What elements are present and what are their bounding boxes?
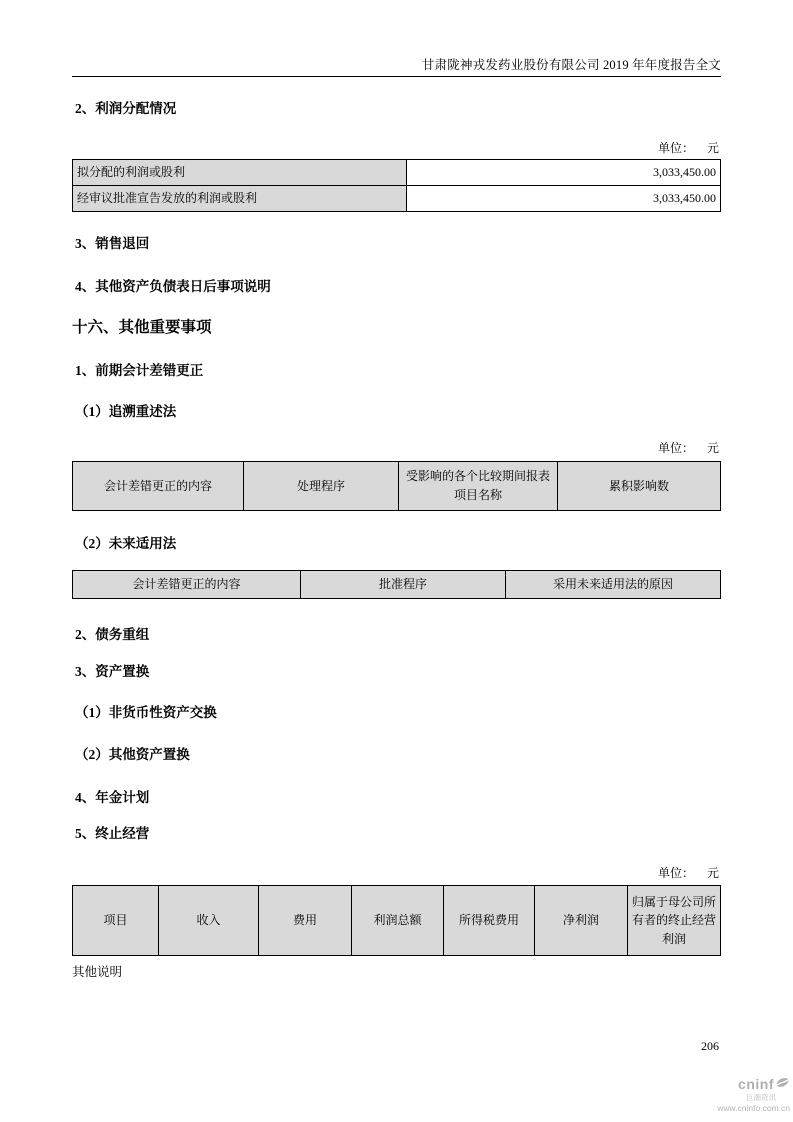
profit-distribution-table xyxy=(72,159,721,212)
heading-non-monetary-exchange: （1）非货币性资产交换 xyxy=(75,705,217,720)
heading-other-important-matters: 十六、其他重要事项 xyxy=(72,319,212,336)
table-header-cell: 处理程序 xyxy=(244,462,399,511)
table-header-cell: 项目 xyxy=(73,886,159,956)
table-header-row xyxy=(73,886,721,956)
table-header-cell: 费用 xyxy=(259,886,352,956)
unit-value-text: 元 xyxy=(706,866,719,880)
table-header-row xyxy=(73,462,721,511)
unit-value-text: 元 xyxy=(706,441,719,455)
unit-label-1 xyxy=(658,139,719,156)
table-cell-value: 3,033,450.00 xyxy=(407,186,721,212)
table-header-cell: 累积影响数 xyxy=(558,462,721,511)
table-header-cell: 所得税费用 xyxy=(444,886,535,956)
table-header-cell: 利润总额 xyxy=(352,886,444,956)
table-cell-value: 3,033,450.00 xyxy=(407,160,721,186)
table-header-cell: 采用未来适用法的原因 xyxy=(506,571,721,599)
unit-value-text: 元 xyxy=(706,141,719,155)
cninfo-logo-row xyxy=(704,1076,790,1094)
table-header-cell: 归属于母公司所有者的终止经营利润 xyxy=(628,886,721,956)
table-header-cell: 收入 xyxy=(159,886,259,956)
heading-discontinued-operations: 5、终止经营 xyxy=(75,826,150,841)
heading-prospective-method: （2）未来适用法 xyxy=(75,536,177,551)
cninfo-logo-text: cninf xyxy=(738,1076,774,1093)
prospective-table xyxy=(72,570,721,599)
table-header-cell: 会计差错更正的内容 xyxy=(73,571,301,599)
running-header-title: 甘肃陇神戎发药业股份有限公司 2019 年年度报告全文 xyxy=(421,58,721,72)
table-header-row xyxy=(73,571,721,599)
discontinued-operations-table xyxy=(72,885,721,956)
table-cell-label: 经审议批准宣告发放的利润或股利 xyxy=(73,186,407,212)
retrospective-table xyxy=(72,461,721,511)
header-divider xyxy=(72,76,721,77)
table-header-cell: 会计差错更正的内容 xyxy=(73,462,244,511)
heading-post-balance-events: 4、其他资产负债表日后事项说明 xyxy=(75,279,271,294)
heading-retrospective-method: （1）追溯重述法 xyxy=(75,404,177,419)
page-number: 206 xyxy=(701,1039,719,1053)
cninfo-logo-url: www.cninfo.com.cn xyxy=(717,1102,790,1113)
cninfo-logo xyxy=(704,1076,790,1113)
heading-debt-restructuring: 2、债务重组 xyxy=(75,627,150,642)
table-row xyxy=(73,186,721,212)
unit-label-2 xyxy=(658,439,719,456)
table-row xyxy=(73,160,721,186)
unit-label-3 xyxy=(658,864,719,881)
heading-asset-swap: 3、资产置换 xyxy=(75,664,150,679)
unit-label-text: 单位： xyxy=(657,441,694,455)
cninfo-swirl-icon xyxy=(775,1076,790,1094)
heading-prior-error-correction: 1、前期会计差错更正 xyxy=(75,363,204,378)
cninfo-logo-subtitle: 巨潮资讯 xyxy=(746,1092,776,1102)
heading-profit-distribution: 2、利润分配情况 xyxy=(75,101,177,116)
unit-label-text: 单位： xyxy=(657,866,694,880)
table-cell-label: 拟分配的利润或股利 xyxy=(73,160,407,186)
heading-other-asset-swap: （2）其他资产置换 xyxy=(75,747,190,762)
heading-annuity-plan: 4、年金计划 xyxy=(75,790,150,805)
table-header-cell: 受影响的各个比较期间报表项目名称 xyxy=(399,462,558,511)
heading-sales-return: 3、销售退回 xyxy=(75,236,150,251)
table-header-cell: 净利润 xyxy=(535,886,628,956)
table-header-cell: 批准程序 xyxy=(301,571,506,599)
unit-label-text: 单位： xyxy=(657,141,694,155)
heading-other-notes: 其他说明 xyxy=(72,965,123,979)
